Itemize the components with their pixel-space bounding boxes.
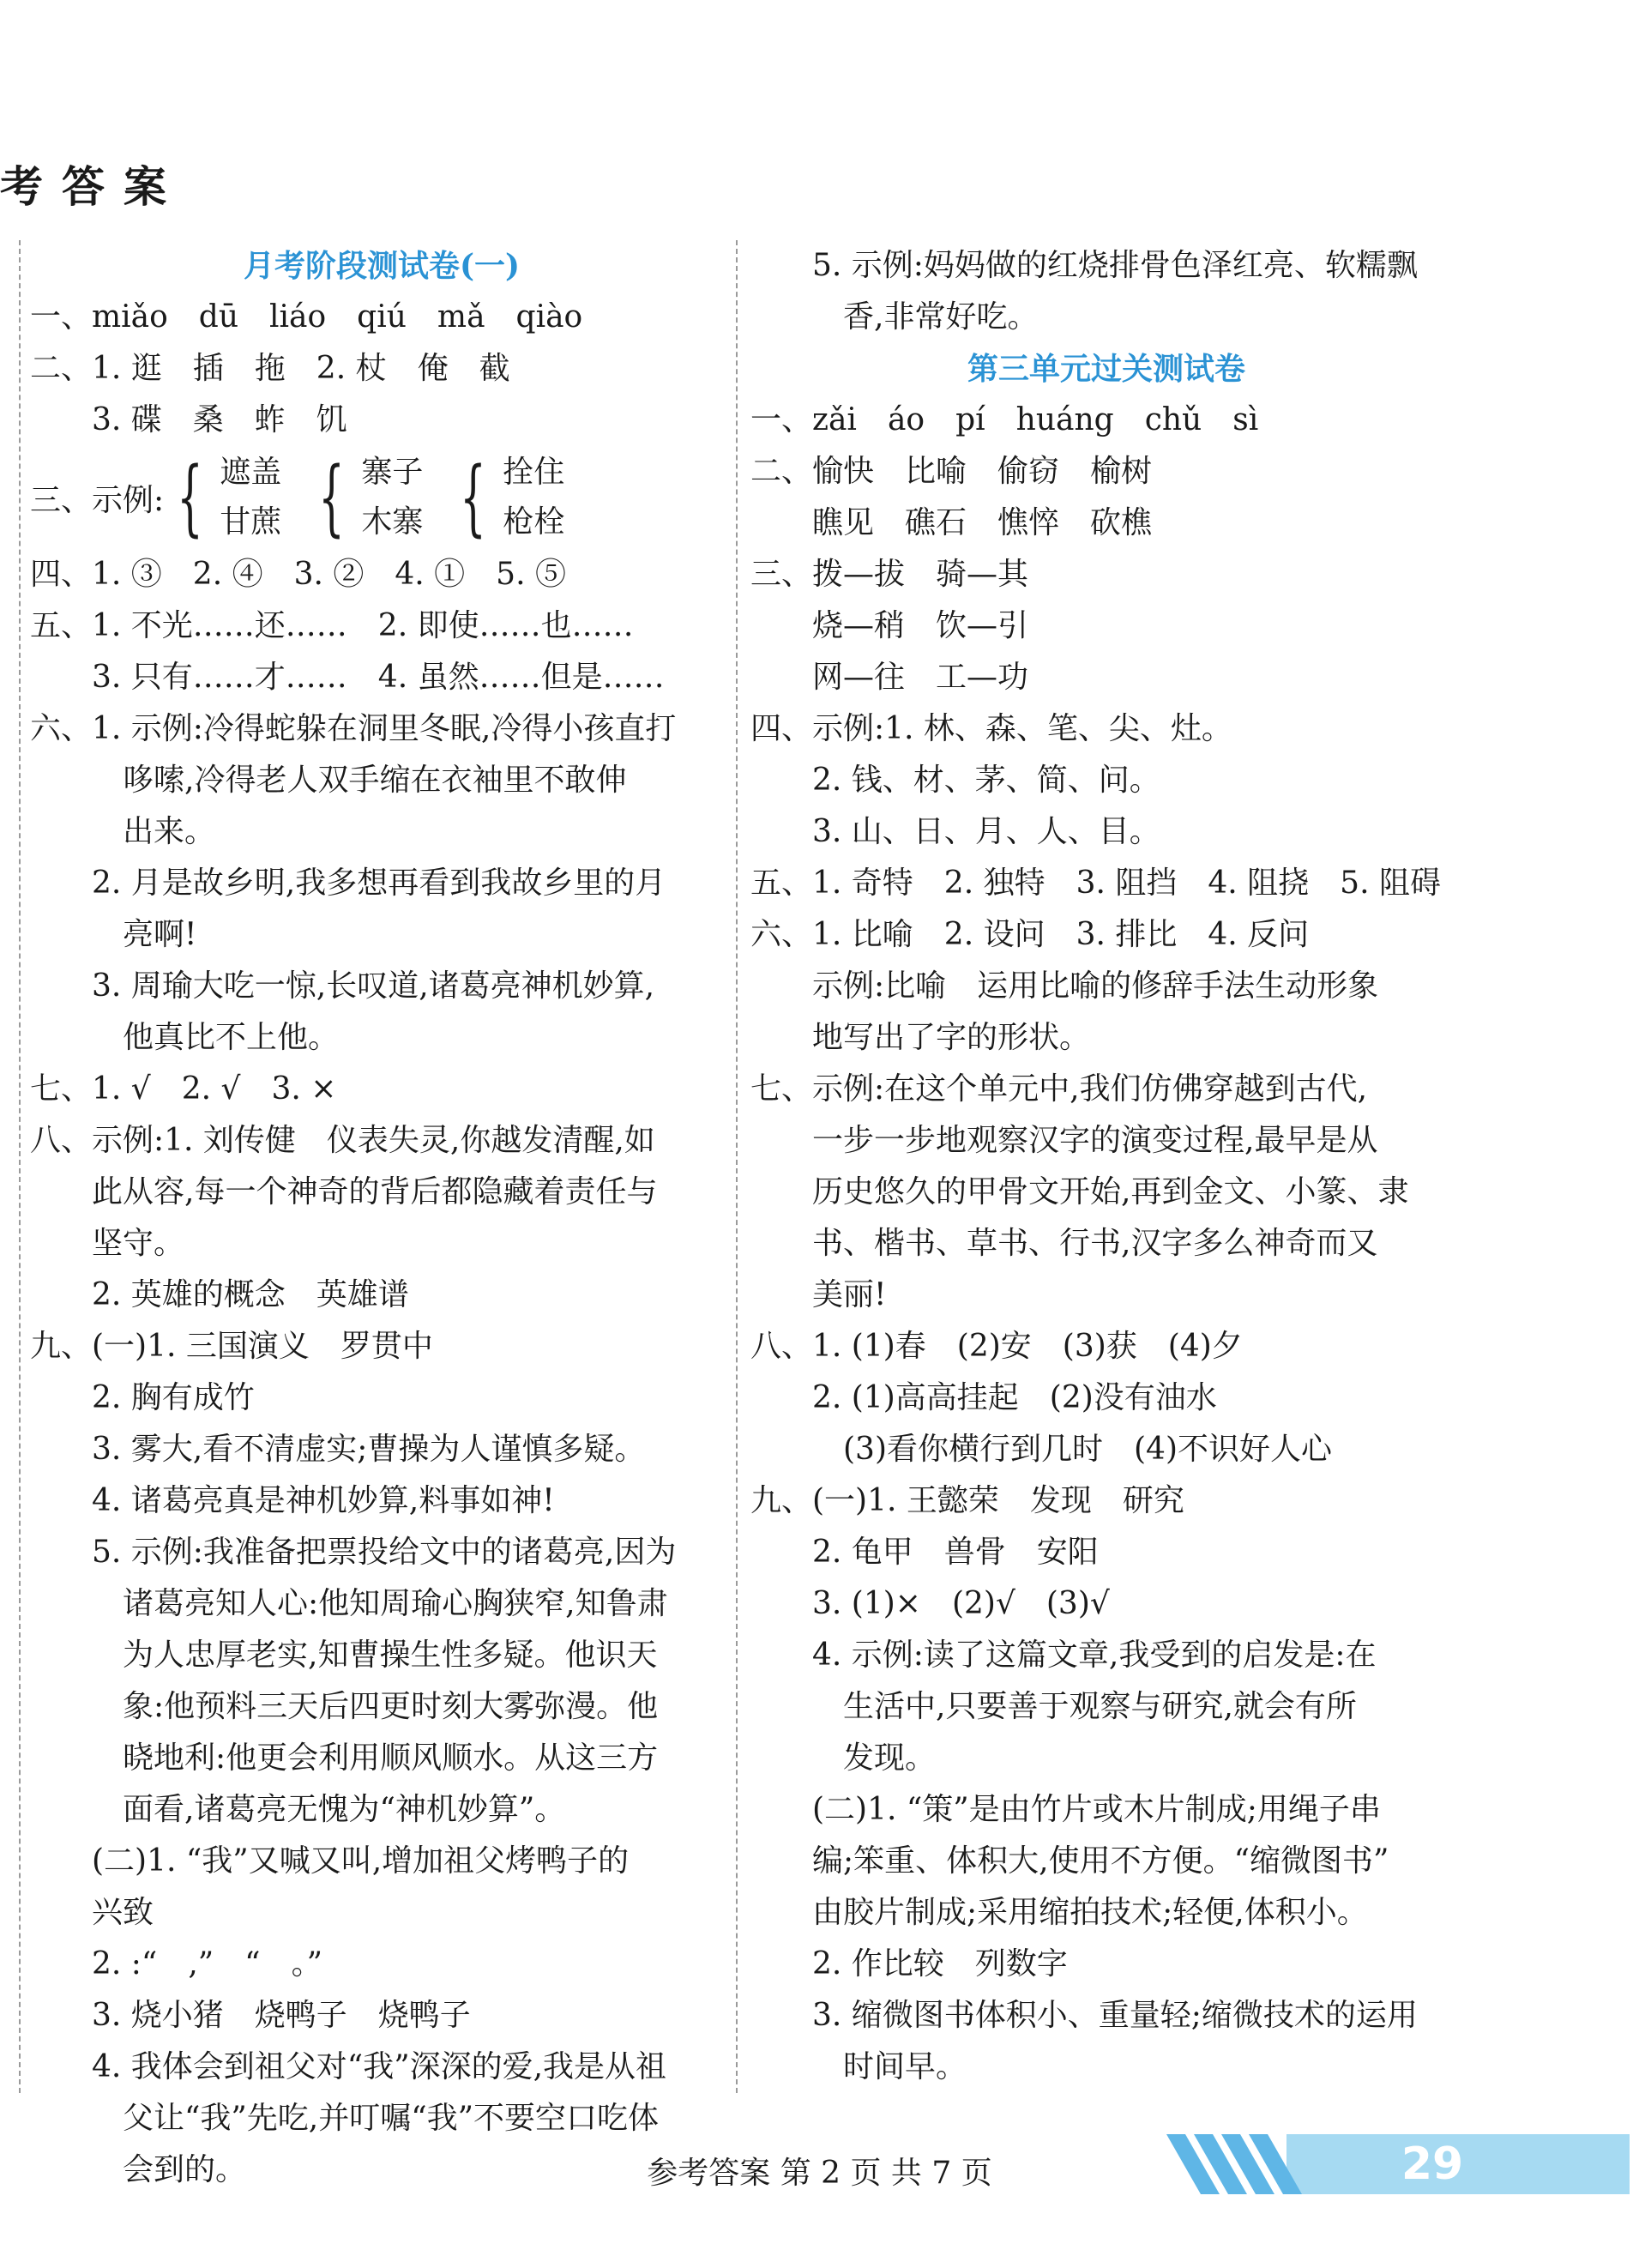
left-answers-part-a: [30, 292, 733, 446]
footer-page-label: 参考答案 第 2 页 共 7 页: [647, 2156, 992, 2191]
brace-icon: {: [460, 449, 487, 546]
answer-line: 诸葛亮知人心:他知周瑜心胸狭窄,知鲁肃: [30, 1586, 668, 1621]
answer-line: 面看,诸葛亮无愧为“神机妙算”。: [30, 1792, 566, 1827]
q3-word: 甘蔗: [220, 504, 282, 540]
answer-line: 一步一步地观察汉字的演变过程,最早是从: [750, 1123, 1378, 1158]
answer-line: 由胶片制成;采用缩拍技术;轻便,体积小。: [750, 1895, 1368, 1930]
answer-line: 2. 作比较 列数字: [750, 1946, 1068, 1981]
q3-brace-group: [447, 448, 564, 547]
answer-line: 二、1. 逛 插 拖 2. 杖 俺 截: [30, 351, 510, 386]
answer-line: 2. 胸有成竹: [30, 1380, 255, 1415]
answer-line: 七、1. √ 2. √ 3. ×: [30, 1071, 337, 1107]
answer-line: 3. 碟 桑 蚱 饥: [30, 402, 347, 437]
answer-line: 香,非常好吃。: [750, 299, 1039, 335]
answer-line: 亮啊!: [30, 917, 197, 952]
answer-line: 地写出了字的形状。: [750, 1020, 1091, 1055]
answer-line: 六、1. 示例:冷得蛇躲在洞里冬眠,冷得小孩直打: [30, 711, 677, 746]
left-margin-divider: [19, 240, 21, 2093]
answer-line: 生活中,只要善于观察与研究,就会有所: [750, 1689, 1357, 1724]
q3-word: 遮盖: [220, 455, 282, 490]
answer-line: 烧—稍 饮—引: [750, 608, 1029, 643]
answer-line: 编;笨重、体积大,使用不方便。“缩微图书”: [750, 1843, 1389, 1879]
answer-line: 4. 诸葛亮真是神机妙算,料事如神!: [30, 1483, 555, 1518]
answer-line: 会到的。: [30, 2152, 247, 2187]
answer-line: 五、1. 奇特 2. 独特 3. 阻挡 4. 阻挠 5. 阻碍: [750, 866, 1441, 901]
answer-line: 此从容,每一个神奇的背后都隐藏着责任与: [30, 1174, 658, 1209]
answer-line: 五、1. 不光……还…… 2. 即使……也……: [30, 608, 634, 643]
answer-line: 3. 山、日、月、人、目。: [750, 814, 1160, 849]
brace-icon: {: [318, 449, 346, 546]
right-answers: [750, 395, 1462, 2093]
answer-line: 网—往 工—功: [750, 660, 1029, 695]
answer-line: 2. (1)高高挂起 (2)没有油水: [750, 1380, 1217, 1415]
answer-line: 出来。: [30, 814, 216, 849]
answer-line: 兴致: [30, 1895, 154, 1930]
answer-line: 2. :“ ,” “ 。”: [30, 1946, 322, 1981]
answer-line: 四、示例:1. 林、森、笔、尖、灶。: [750, 711, 1232, 746]
q3-word: 拴住: [503, 455, 565, 490]
page-header-title: 考答案: [0, 161, 185, 212]
answer-line: (二)1. “我”又喊又叫,增加祖父烤鸭子的: [30, 1843, 630, 1879]
answer-line: 时间早。: [750, 2049, 967, 2084]
answer-line: 3. 缩微图书体积小、重量轻;缩微技术的运用: [750, 1998, 1418, 2033]
answer-line: 九、(一)1. 王懿荣 发现 研究: [750, 1483, 1184, 1518]
right-column: [750, 240, 1462, 2093]
answer-line: 他真比不上他。: [30, 1020, 340, 1055]
answer-line: 九、(一)1. 三国演义 罗贯中: [30, 1329, 433, 1364]
answer-line: 四、1. ③ 2. ④ 3. ② 4. ① 5. ⑤: [30, 557, 566, 592]
q3-word: 枪栓: [503, 504, 565, 540]
answer-line: 3. 雾大,看不清虚实;曹操为人谨慎多疑。: [30, 1432, 646, 1467]
section-title-unit3-test: 第三单元过关测试卷: [967, 351, 1245, 387]
answer-line: 为人忠厚老实,知曹操生性多疑。他识天: [30, 1638, 658, 1673]
answer-line: 书、楷书、草书、行书,汉字多么神奇而又: [750, 1226, 1378, 1261]
answer-line: 历史悠久的甲骨文开始,再到金文、小篆、隶: [750, 1174, 1409, 1209]
answer-line: 3. 周瑜大吃一惊,长叹道,诸葛亮神机妙算,: [30, 968, 655, 1004]
q3-lead: 三、示例:: [30, 482, 165, 518]
answer-line: 父让“我”先吃,并叮嘱“我”不要空口吃体: [30, 2101, 660, 2136]
right-answers-continued: [750, 240, 1462, 343]
brace-icon: {: [177, 449, 203, 546]
answer-line: 示例:比喻 运用比喻的修辞手法生动形象: [750, 968, 1379, 1004]
answer-line: 4. 我体会到祖父对“我”深深的爱,我是从祖: [30, 2049, 667, 2084]
answer-line: 三、拨—拔 骑—其: [750, 557, 1029, 592]
q3-brace-group: [164, 448, 281, 547]
answer-line: 3. (1)× (2)√ (3)√: [750, 1586, 1110, 1621]
answer-line: 一、zǎi áo pí huáng chǔ sì: [750, 402, 1259, 437]
answer-line: 2. 英雄的概念 英雄谱: [30, 1277, 409, 1312]
answer-line: 2. 月是故乡明,我多想再看到我故乡里的月: [30, 866, 666, 901]
answer-line: 二、愉快 比喻 偷窃 榆树: [750, 454, 1153, 489]
answer-line: 4. 示例:读了这篇文章,我受到的启发是:在: [750, 1638, 1377, 1673]
answer-line: 坚守。: [30, 1226, 185, 1261]
answer-line: 七、示例:在这个单元中,我们仿佛穿越到古代,: [750, 1071, 1368, 1107]
answer-line: 六、1. 比喻 2. 设问 3. 排比 4. 反问: [750, 917, 1310, 952]
answer-line: 美丽!: [750, 1277, 887, 1312]
left-answers-part-b: [30, 549, 733, 2196]
answer-line: 哆嗦,冷得老人双手缩在衣袖里不敢伸: [30, 763, 627, 798]
section-title-monthly-test: 月考阶段测试卷(一): [243, 248, 521, 284]
page-number: 29: [1401, 2138, 1464, 2190]
answer-line: (二)1. “策”是由竹片或木片制成;用绳子串: [750, 1792, 1381, 1827]
answer-line: 晓地利:他更会利用顺风顺水。从这三方: [30, 1740, 659, 1776]
answer-line: 3. 只有……才…… 4. 虽然……但是……: [30, 660, 665, 695]
answer-line: 一、miǎo dū liáo qiú mǎ qiào: [30, 299, 583, 335]
answer-line: 八、示例:1. 刘传健 仪表失灵,你越发清醒,如: [30, 1123, 655, 1158]
answer-line: 2. 钱、材、茅、简、问。: [750, 763, 1160, 798]
answer-line: 发现。: [750, 1740, 937, 1776]
column-divider: [736, 240, 738, 2093]
answer-line: 八、1. (1)春 (2)安 (3)获 (4)夕: [750, 1329, 1243, 1364]
q3-brace-group: [305, 448, 423, 547]
answer-line: 5. 示例:我准备把票投给文中的诸葛亮,因为: [30, 1535, 677, 1570]
q3-brace-row: [30, 446, 733, 549]
answer-line: 5. 示例:妈妈做的红烧排骨色泽红亮、软糯飘: [750, 248, 1418, 283]
answer-line: 2. 龟甲 兽骨 安阳: [750, 1535, 1099, 1570]
answer-line: 瞧见 礁石 憔悴 砍樵: [750, 505, 1153, 540]
answer-line: 3. 烧小猪 烧鸭子 烧鸭子: [30, 1998, 471, 2033]
answer-line: (3)看你横行到几时 (4)不识好人心: [750, 1432, 1332, 1467]
q3-word: 寨子: [361, 455, 424, 490]
q3-word: 木寨: [361, 504, 424, 540]
left-column: [30, 240, 733, 2196]
answer-line: 象:他预料三天后四更时刻大雾弥漫。他: [30, 1689, 659, 1724]
